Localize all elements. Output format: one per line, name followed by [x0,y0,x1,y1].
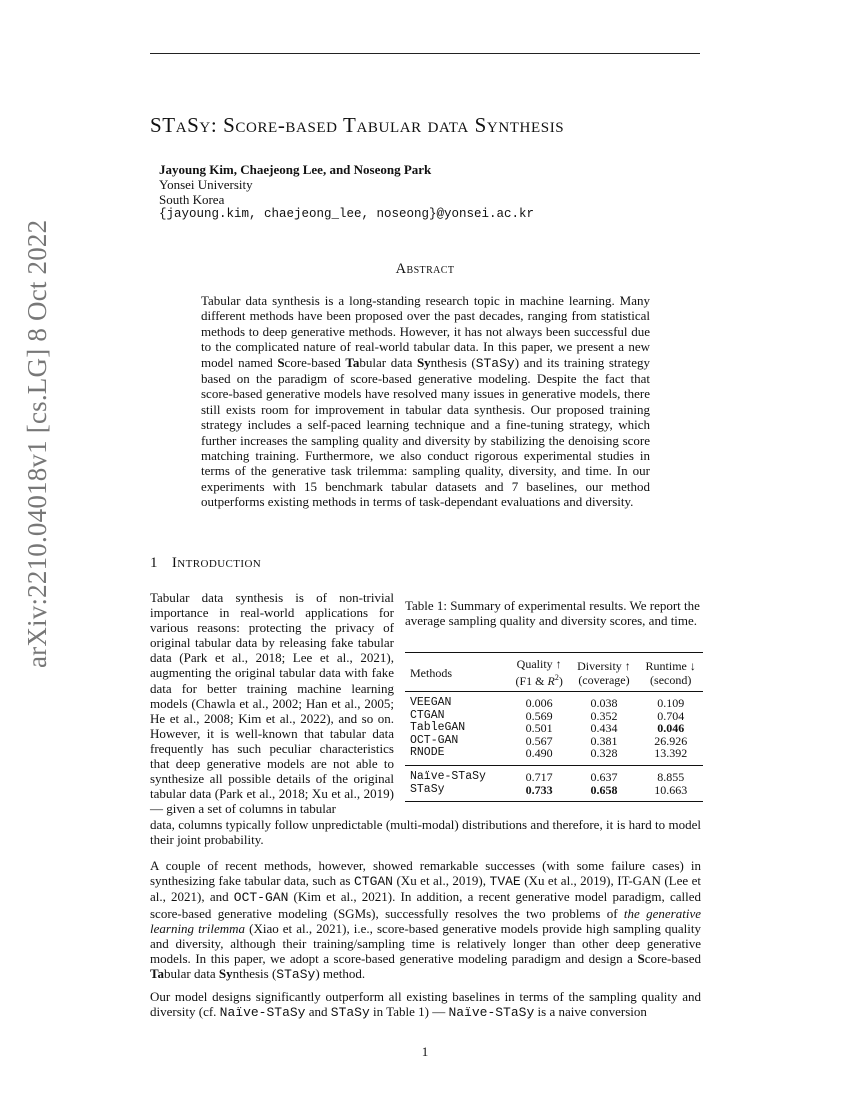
section-heading [150,555,261,572]
cell-quality: 0.501 [525,721,553,736]
abstract-text-synthesis: nthesis ( [430,354,476,370]
cell-method: VEEGAN [410,696,452,709]
abstract-text-2: ) and its training strategy based on the paradigm of score-based generative modeling. Despite the fact that score-based generative models have resolved many issues in generative models, there still exists room for improvement in tabular data synthesis. Our proposed training strategy includes a self-paced learning technique and a fine-tuning strategy, which further increases the sampling quality and diversity by stabilizing the denoising score matching training. Furthermore, we also conduct rigorous experimental studies in terms of the generative task trilemma: sampling quality, diversity, and time. In our experiments with 15 benchmark tabular datasets and 7 baselines, our method outperforms existing methods in terms of task-dependant evaluations and diversity. [201,354,650,510]
cell-runtime: 0.704 [657,708,685,723]
author-email[interactable]: {jayoung.kim, chaejeong_lee, noseong}@yonsei.ac.kr [159,207,535,221]
stasy-code: STaSy [330,1005,370,1021]
page-number: 1 [421,1044,429,1059]
paragraph-3: Our model designs significantly outperform all existing baselines in terms of the sampling quality and diversity (cf. Naïve-STaSy and STaSy in Table 1) — Naïve-STaSy is a naive conversion [150,989,701,1021]
cell-diversity: 0.352 [590,708,618,723]
stasy-code: STaSy [276,967,316,983]
cell-quality-best: 0.733 [525,782,553,797]
emphasis-trilemma: the generative learning trilemma [150,905,701,936]
top-rule [150,53,700,54]
author-country: South Korea [159,192,225,207]
cell-runtime: 26.926 [654,733,688,748]
cell-quality: 0.567 [525,733,553,748]
paragraph-2: A couple of recent methods, however, showed remarkable successes (with some failure cases) in synthesizing fake tabular data, such as CTGAN (Xu et al., 2019), TVAE (Xu et al., 2019), IT-GAN (Lee et al., 2021), and OCT-GAN (Kim et al., 2021). In addition, a recent generative model paradigm, called score-based generative modeling (SGMs), successfully resolves the two problems of the generative learning trilemma (Xiao et al., 2021), i.e., score-based generative models provide high sampling quality and diversity, although their training/sampling time is relatively longer than other deep generative models. In this paper, we adopt a score-based generative modeling paradigm and design a Score-based Tabular data Synthesis (STaSy) method. [150,858,702,983]
cell-diversity: 0.434 [590,721,618,736]
abstract-bold-s: S [277,354,285,370]
cell-method: OCT-GAN [410,733,459,747]
author-block [159,162,534,222]
col-diversity: Diversity ↑ (coverage) [577,658,631,687]
arxiv-identifier [22,219,62,668]
cell-quality: 0.490 [525,746,553,761]
paper-title: STaSy: Score-based Tabular data Synthesis [150,113,565,137]
table-row [405,747,703,765]
col-runtime: Runtime ↓ (second) [645,658,696,687]
abstract-model-code: STaSy [475,355,515,371]
cell-quality: 0.006 [525,696,553,710]
intro-paragraph: Tabular data synthesis is of non-trivial importance in real-world applications for various reasons: protecting the privacy of original tabular data by releasing fake tabular data (Park et al., 2018; Lee et al., 2021), augmenting the original tabular data with fake data for better training machine learning models (Chawla et al., 2002; Han et al., 2005; He et al., 2008; Kim et al., 2022), and so on. However, it is well-known that tabular data frequently has such peculiar characteristics that deep generative models are not able to synthesize all possible details of the original tabular data (Park et al., 2018; Xu et al., 2019) — given a set of columns in tabular [150,590,394,817]
section-number: 1 [150,555,158,571]
cell-runtime: 0.109 [657,696,685,710]
cell-diversity: 0.328 [590,746,618,761]
cell-runtime: 8.855 [657,769,685,784]
cell-runtime: 10.663 [654,782,688,797]
octgan-link: OCT-GAN [233,890,289,906]
cell-diversity-best: 0.658 [590,782,618,797]
section-title: Introduction [171,555,262,571]
cell-diversity: 0.038 [590,696,618,710]
abstract-text-1: Tabular data synthesis is a long-standing research topic in machine learning. Many different methods have been proposed over the past decades, ranging from statistical methods to deep generative methods. However, it has not always been successful due to the complicated nature of real-world tabular data. In this paper, we present a new model named [201,293,650,370]
abstract-bold-ta: Ta [345,354,360,370]
naive-stasy-code: Naïve-STaSy [219,1005,306,1021]
cell-quality: 0.569 [525,708,553,723]
abstract-bold-sy: Sy [416,354,431,370]
author-affiliation: Yonsei University [159,177,253,192]
abstract-text-score: core-based [284,354,346,370]
arxiv-identifier-text[interactable]: arXiv:2210.04018v1 [cs.LG] 8 Oct 2022 [22,219,52,668]
cell-method: TableGAN [410,721,466,735]
cell-method: RNODE [410,746,445,760]
col-methods: Methods [410,665,452,680]
author-names: Jayoung Kim, Chaejeong Lee, and Noseong Park [159,162,432,177]
abstract-heading: Abstract [395,261,455,277]
table-caption: Table 1: Summary of experimental results. We report the average sampling quality and diversity scores, and time. [405,598,700,629]
cell-method: CTGAN [410,708,445,722]
intro-paragraph-continued: data, columns typically follow unpredictable (multi-modal) distributions and therefore, it is hard to model their joint probability. [150,817,701,848]
cell-quality: 0.717 [525,769,553,784]
abstract-text-tabular: bular data [359,354,417,370]
cell-runtime: 13.392 [654,746,688,761]
table-row [405,765,703,783]
table-row [405,692,703,710]
table-header-row [405,653,703,692]
cell-method: STaSy [410,782,445,796]
table-row [405,784,703,802]
col-quality: Quality ↑ (F1 & $R^2$) [515,657,563,688]
naive-stasy-code: Naïve-STaSy [448,1005,535,1021]
cell-diversity: 0.637 [590,769,618,784]
abstract-body [201,293,650,510]
results-table [405,652,703,802]
table-row [405,722,703,735]
cell-method: Naïve-STaSy [410,769,486,783]
cell-runtime-best: 0.046 [657,721,685,736]
ctgan-link: CTGAN [353,874,393,890]
tvae-link: TVAE [489,874,521,890]
cell-diversity: 0.381 [590,733,618,748]
